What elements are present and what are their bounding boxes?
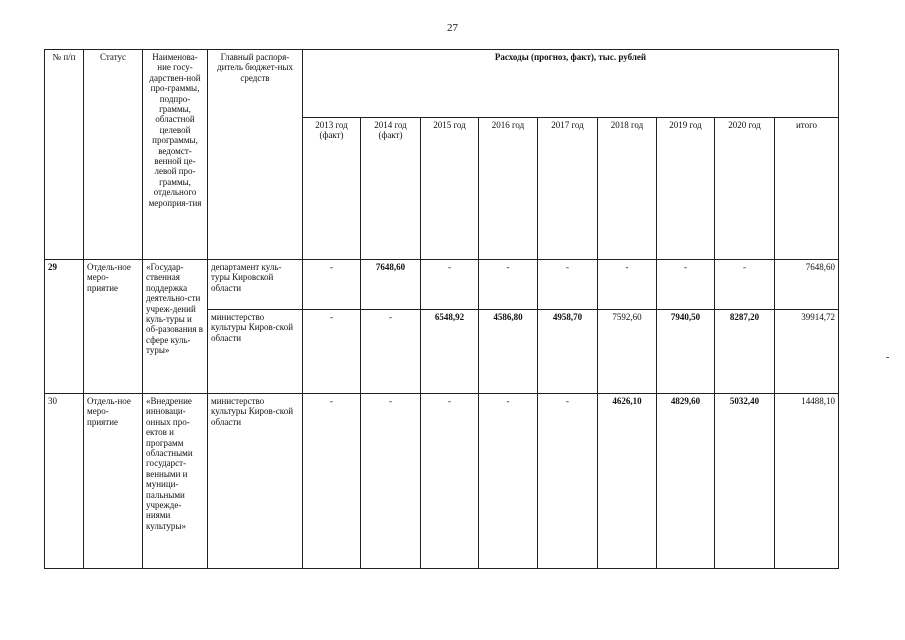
header-year: 2015 год	[421, 118, 479, 260]
header-year: 2020 год	[715, 118, 775, 260]
header-year: 2016 год	[479, 118, 538, 260]
row-status: Отдель-ное меро-приятие	[84, 394, 143, 569]
value-cell: -	[361, 310, 421, 394]
table-header-row	[45, 50, 839, 118]
value-cell: 4586,80	[479, 310, 538, 394]
row-num: 30	[45, 394, 84, 569]
row-admin: министерство культуры Киров-ской области	[208, 310, 303, 394]
value-cell: 4958,70	[538, 310, 598, 394]
budget-table	[44, 49, 839, 569]
row-num: 29	[45, 260, 84, 394]
table-row	[45, 260, 839, 310]
value-cell: -	[303, 310, 361, 394]
value-cell: -	[479, 394, 538, 569]
header-expenses: Расходы (прогноз, факт), тыс. рублей	[303, 50, 839, 118]
header-year: 2014 год (факт)	[361, 118, 421, 260]
value-cell: 7940,50	[657, 310, 715, 394]
value-cell: -	[421, 260, 479, 310]
header-name: Наименова-ние госу-дарствен-ной про-граммы, подпро-граммы, областной целевой программы, ведомст-венной це-левой про-граммы, отдельного мероприя-тия	[143, 50, 208, 260]
page-number: 27	[447, 22, 458, 34]
value-cell: -	[657, 260, 715, 310]
value-cell: -	[598, 260, 657, 310]
header-year: 2017 год	[538, 118, 598, 260]
value-cell: 6548,92	[421, 310, 479, 394]
header-admin: Главный распоря-дитель бюджет-ных средств	[208, 50, 303, 260]
value-cell: 8287,20	[715, 310, 775, 394]
value-cell: -	[303, 394, 361, 569]
value-cell: -	[421, 394, 479, 569]
row-name: «Внедрение инноваци-онных про-ектов и программ областными государст-венными и муници-пальными учрежде-ниями культуры»	[143, 394, 208, 569]
total-cell: 39914,72	[775, 310, 839, 394]
row-admin: министерство культуры Киров-ской области	[208, 394, 303, 569]
row-name: «Государ-ственная поддержка деятельно-сти учреж-дений куль-туры и об-разования в сфере куль-туры»	[143, 260, 208, 394]
header-status: Статус	[84, 50, 143, 260]
value-cell: -	[479, 260, 538, 310]
value-cell: 7592,60	[598, 310, 657, 394]
value-cell: 4626,10	[598, 394, 657, 569]
table-row	[45, 394, 839, 569]
value-cell: 7648,60	[361, 260, 421, 310]
value-cell: -	[538, 260, 598, 310]
value-cell: 4829,60	[657, 394, 715, 569]
value-cell: 5032,40	[715, 394, 775, 569]
header-year: 2018 год	[598, 118, 657, 260]
header-year: 2019 год	[657, 118, 715, 260]
value-cell: -	[538, 394, 598, 569]
total-cell: 14488,10	[775, 394, 839, 569]
margin-mark: -	[886, 352, 890, 363]
header-num: № п/п	[45, 50, 84, 260]
value-cell: -	[361, 394, 421, 569]
value-cell: -	[303, 260, 361, 310]
row-admin: департамент куль-туры Кировской области	[208, 260, 303, 310]
header-year: 2013 год (факт)	[303, 118, 361, 260]
header-total: итого	[775, 118, 839, 260]
row-status: Отдель-ное меро-приятие	[84, 260, 143, 394]
value-cell: -	[715, 260, 775, 310]
total-cell: 7648,60	[775, 260, 839, 310]
